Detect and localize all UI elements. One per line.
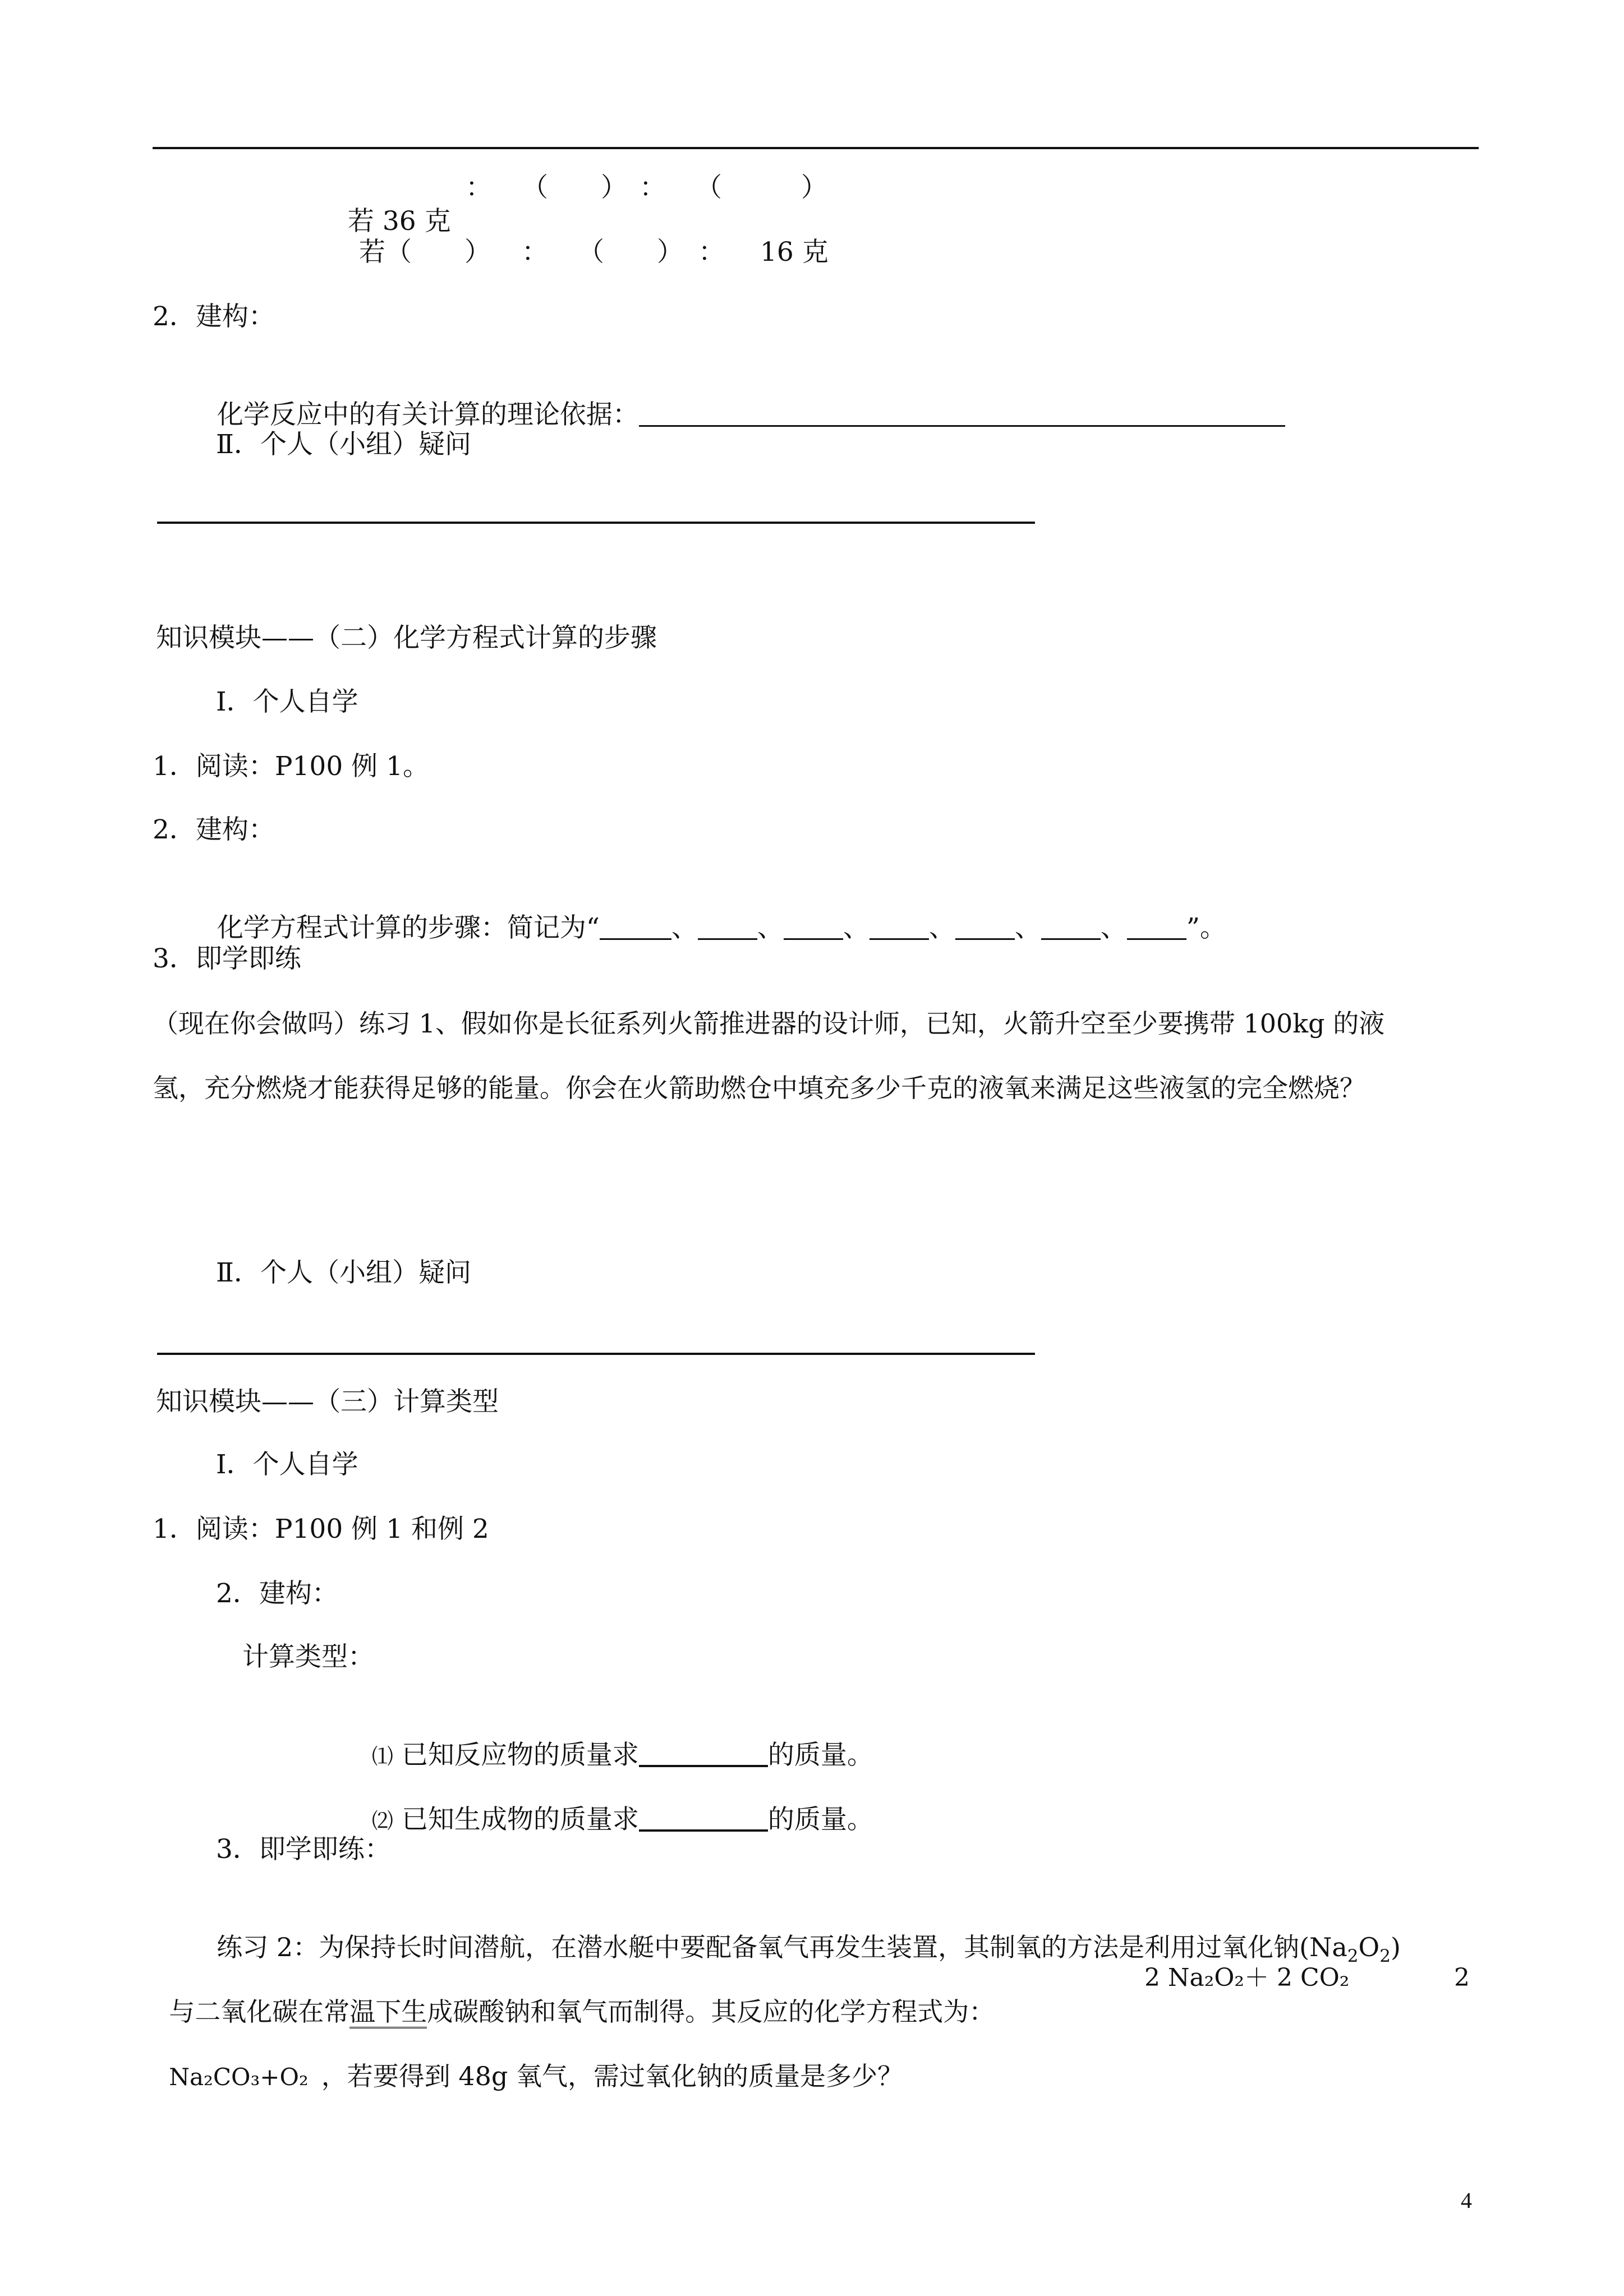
steps-sep: 、	[1100, 912, 1127, 943]
exercise2-line2	[153, 1961, 995, 2028]
ratio-row-1	[331, 171, 451, 238]
ratio-row-2-b: （ ）	[578, 237, 683, 268]
exercise1-line2: 氢，充分燃烧才能获得足够的能量。你会在火箭助燃仓中填充多少千克的液氧来满足这些液氢的完全燃烧？	[153, 1073, 1365, 1103]
ex2-line2-b: 成碳酸钠和氧气而制得。其反应的化学方程式为：	[427, 1997, 995, 2027]
type1-post: 的质量。	[767, 1740, 873, 1771]
section1-item2: 2．建构：	[153, 301, 275, 332]
steps-line	[200, 878, 1226, 945]
ratio-row-1-a: 若 36 克	[347, 206, 451, 237]
type1-pre: 已知反应物的质量求	[401, 1740, 639, 1771]
module2-self-study: Ⅰ．个人自学	[216, 686, 358, 717]
type2-pre: 已知生成物的质量求	[401, 1804, 639, 1835]
reaction-condition: 温下生	[349, 1997, 427, 2028]
equation-left: 2 Na₂O₂＋ 2 CO₂	[1144, 1963, 1350, 1992]
types-label: 计算类型：	[242, 1642, 374, 1672]
exercise2-line3	[153, 2026, 903, 2094]
module3-item3: 3．即学即练：	[216, 1834, 391, 1865]
steps-sep: 、	[928, 912, 955, 943]
steps-prefix: 化学方程式计算的步骤：简记为“	[217, 912, 600, 943]
step-blank-6[interactable]	[1041, 914, 1101, 940]
module2-item3: 3．即学即练	[153, 943, 301, 974]
ex2-mid: O	[1358, 1932, 1380, 1962]
module2-item2: 2．建构：	[153, 814, 275, 845]
steps-sep: 、	[1014, 912, 1041, 943]
steps-sep: 、	[843, 912, 869, 943]
step-blank-4[interactable]	[869, 914, 929, 940]
ratio-row-1-b: （ ）	[522, 172, 627, 203]
type1-blank[interactable]	[639, 1740, 768, 1767]
basis-line	[200, 365, 1285, 432]
exercise2-line1	[200, 1897, 1401, 1964]
module3-item2: 2．建构：	[216, 1578, 338, 1609]
ex2-line1-text: 练习 2：为保持长时间潜航，在潜水艇中要配备氧气再发生装置，其制氧的方法是利用过氧化钠(Na	[217, 1932, 1347, 1962]
equation-products: Na₂CO₃+O₂	[169, 2063, 309, 2091]
equation-right-coef: 2	[1454, 1963, 1470, 1992]
basis-label: 化学反应中的有关计算的理论依据：	[217, 399, 639, 430]
steps-sep: 、	[757, 912, 784, 943]
steps-sep: 、	[671, 912, 698, 943]
exercise1-line1: （现在你会做吗）练习 1、假如你是长征系列火箭推进器的设计师，已知，火箭升空至少要携带 100kg 的液	[153, 1008, 1385, 1039]
ratio-row-1-sep2: ：	[640, 172, 666, 203]
page-number: 4	[1461, 2188, 1472, 2213]
ratio-row-1-sep1: ：	[466, 172, 492, 203]
module3-self-study: Ⅰ．个人自学	[216, 1449, 358, 1480]
ratio-row-1-c: （ ）	[696, 172, 827, 203]
basis-blank[interactable]	[639, 400, 1285, 427]
steps-suffix: ”。	[1186, 912, 1226, 943]
type2-blank[interactable]	[639, 1805, 768, 1832]
ex2-end: )	[1390, 1932, 1401, 1962]
ex2-line2-a: 与二氧化碳在常	[169, 1997, 350, 2027]
module3-item1: 1．阅读：P100 例 1 和例 2	[153, 1514, 489, 1545]
ex2-sub1: 2	[1347, 1946, 1359, 1966]
type2-num: ⑵	[371, 1809, 393, 1833]
module3-title: 知识模块——（三）计算类型	[156, 1386, 499, 1417]
type1-line	[355, 1705, 873, 1773]
ratio-row-2-c: 16 克	[760, 237, 829, 268]
ex2-line3-rest: ，若要得到 48g 氧气，需过氧化钠的质量是多少？	[321, 2061, 903, 2091]
module2-item1: 1．阅读：P100 例 1。	[153, 751, 430, 782]
type2-post: 的质量。	[767, 1804, 873, 1835]
type1-num: ⑴	[371, 1744, 393, 1769]
ratio-row-2-sep1: ：	[522, 237, 548, 268]
section1-question-heading: Ⅱ．个人（小组）疑问	[216, 429, 471, 460]
question-answer-line[interactable]	[157, 1353, 1035, 1355]
ratio-row-2-sep2: ：	[698, 237, 725, 268]
step-blank-3[interactable]	[784, 914, 843, 940]
question-answer-line[interactable]	[157, 522, 1035, 524]
module2-title: 知识模块——（二）化学方程式计算的步骤	[156, 623, 657, 653]
module2-question-heading: Ⅱ．个人（小组）疑问	[216, 1257, 471, 1288]
ex2-sub2: 2	[1379, 1946, 1391, 1966]
step-blank-5[interactable]	[955, 914, 1015, 940]
type2-line	[355, 1769, 873, 1838]
ratio-row-2-a: 若（ ）	[359, 237, 491, 268]
step-blank-7[interactable]	[1127, 914, 1186, 940]
step-blank-2[interactable]	[698, 914, 757, 940]
step-blank-1[interactable]	[600, 914, 671, 940]
header-rule	[153, 147, 1479, 149]
